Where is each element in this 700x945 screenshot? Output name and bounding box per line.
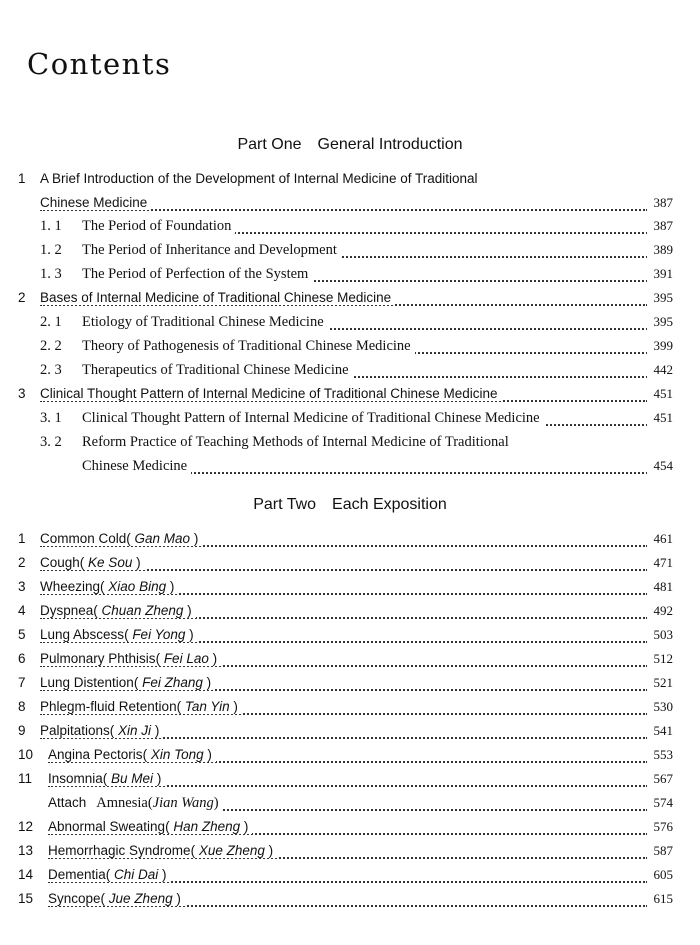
part-one-heading [0, 136, 700, 154]
entry-number: 2 [18, 555, 26, 570]
entry-title[interactable]: Dyspnea( Chuan Zheng ) [40, 603, 196, 618]
page-number[interactable]: 461 [647, 531, 673, 547]
entry-title[interactable]: Bases of Internal Medicine of Traditional Chinese Medicine [40, 290, 395, 305]
entry-title[interactable]: Pulmonary Phthisis( Fei Lao ) [40, 651, 221, 666]
entry-number: 5 [18, 627, 26, 642]
entry-number: 10 [18, 747, 34, 762]
entry-number: 6 [18, 651, 26, 666]
entry-number: 2. 2 [40, 338, 62, 354]
entry-number: 2 [18, 290, 26, 305]
toc-entry[interactable] [0, 579, 700, 601]
toc-entry[interactable] [0, 843, 700, 865]
entry-name: Syncope [48, 891, 101, 906]
toc-entry[interactable] [0, 819, 700, 841]
toc-entry[interactable] [0, 218, 700, 240]
page-number[interactable]: 492 [647, 603, 673, 619]
entry-name: Amnesia [96, 795, 148, 811]
page-number[interactable]: 553 [647, 747, 673, 763]
part-one-label: Part One [237, 136, 302, 153]
part-one-title: General Introduction [317, 136, 463, 153]
entry-pinyin: Han Zheng [173, 819, 241, 834]
entry-name: Dyspnea [40, 603, 94, 618]
toc-entry-line [0, 171, 700, 193]
page-number[interactable]: 587 [647, 843, 673, 859]
entry-number: 1 [18, 171, 26, 186]
part-two-heading [0, 496, 700, 514]
entry-pinyin: Xin Tong [150, 747, 204, 762]
entry-name: Pulmonary Phthisis [40, 651, 156, 666]
entry-number: 3. 1 [40, 410, 62, 426]
page-number[interactable]: 512 [647, 651, 673, 667]
entry-pinyin: Jian Wang [152, 795, 214, 811]
page-number[interactable]: 471 [647, 555, 673, 571]
entry-name: Lung Distention [40, 675, 134, 690]
entry-name: Angina Pectoris [48, 747, 143, 762]
toc-entry-line [0, 434, 700, 456]
entry-title[interactable]: Hemorrhagic Syndrome( Xue Zheng ) [48, 843, 277, 858]
entry-name: Phlegm-fluid Retention [40, 699, 177, 714]
entry-title[interactable]: Clinical Thought Pattern of Internal Medicine of Traditional Chinese Medicine [40, 386, 502, 401]
entry-pinyin: Ke Sou [88, 555, 133, 570]
entry-number: 2. 3 [40, 362, 62, 378]
entry-number: 13 [18, 843, 34, 858]
toc-entry[interactable] [0, 362, 700, 384]
page-title: Contents [27, 47, 172, 82]
part-two-title: Each Exposition [332, 496, 447, 513]
page-number[interactable]: 574 [647, 795, 673, 811]
entry-pinyin: Xue Zheng [198, 843, 265, 858]
page-number[interactable]: 389 [647, 242, 673, 258]
entry-name: Common Cold [40, 531, 127, 546]
entry-pinyin: Fei Yong [132, 627, 186, 642]
entry-pinyin: Bu Mei [111, 771, 154, 786]
entry-title[interactable]: Angina Pectoris( Xin Tong ) [48, 747, 216, 762]
page-number[interactable]: 576 [647, 819, 673, 835]
page-number[interactable]: 541 [647, 723, 673, 739]
entry-title[interactable]: Theory of Pathogenesis of Traditional Chinese Medicine [82, 338, 415, 355]
entry-pinyin: Gan Mao [134, 531, 191, 546]
entry-name: Lung Abscess [40, 627, 125, 642]
entry-title[interactable]: Dementia( Chi Dai ) [48, 867, 171, 882]
entry-name: Abnormal Sweating [48, 819, 166, 834]
entry-name: Cough [40, 555, 80, 570]
toc-entry[interactable] [0, 314, 700, 336]
entry-title[interactable]: Insomnia( Bu Mei ) [48, 771, 165, 786]
toc-entry[interactable] [0, 458, 700, 480]
page-number[interactable]: 451 [647, 410, 673, 426]
toc-entry[interactable] [0, 386, 700, 408]
entry-title[interactable]: Chinese Medicine [82, 458, 191, 475]
entry-title[interactable]: Chinese Medicine [40, 195, 151, 210]
entry-name: Insomnia [48, 771, 103, 786]
page-number[interactable]: 442 [647, 362, 673, 378]
toc-entry[interactable] [0, 531, 700, 553]
entry-number: 7 [18, 675, 26, 690]
entry-pinyin: Xin Ji [118, 723, 152, 738]
entry-number: 3 [18, 386, 26, 401]
page-number[interactable]: 605 [647, 867, 673, 883]
entry-title[interactable]: Syncope( Jue Zheng ) [48, 891, 185, 906]
entry-name: Palpitations [40, 723, 110, 738]
entry-title[interactable]: Abnormal Sweating( Han Zheng ) [48, 819, 252, 834]
entry-number: 11 [18, 771, 33, 786]
page-number[interactable]: 395 [647, 290, 673, 306]
entry-title[interactable]: Cough( Ke Sou ) [40, 555, 145, 570]
entry-name: Hemorrhagic Syndrome [48, 843, 191, 858]
toc-entry[interactable] [0, 266, 700, 288]
toc-entry[interactable] [0, 675, 700, 697]
entry-pinyin: Fei Zhang [142, 675, 203, 690]
entry-pinyin: Chuan Zheng [101, 603, 184, 618]
entry-pinyin: Chi Dai [114, 867, 159, 882]
toc-entry[interactable] [0, 410, 700, 432]
attach-prefix: Attach [48, 795, 87, 810]
entry-number: 14 [18, 867, 34, 882]
page-number[interactable]: 391 [647, 266, 673, 282]
entry-title[interactable]: Attach Amnesia(Jian Wang) [48, 795, 223, 812]
page-number[interactable]: 399 [647, 338, 673, 354]
toc-entry[interactable] [0, 747, 700, 769]
entry-pinyin: Fei Lao [163, 651, 209, 666]
entry-name: Wheezing [40, 579, 101, 594]
page-number[interactable]: 521 [647, 675, 673, 691]
page-number[interactable]: 481 [647, 579, 673, 595]
entry-number: 4 [18, 603, 26, 618]
toc-entry[interactable] [0, 290, 700, 312]
entry-pinyin: Tan Yin [184, 699, 230, 714]
toc-entry[interactable] [0, 651, 700, 673]
entry-title[interactable]: Clinical Thought Pattern of Internal Medicine of Traditional Chinese Medicine [82, 410, 544, 427]
toc-entry[interactable] [0, 867, 700, 889]
entry-number: 1. 1 [40, 218, 62, 234]
entry-number: 2. 1 [40, 314, 62, 330]
toc-entry[interactable] [0, 699, 700, 721]
entry-title[interactable]: Palpitations( Xin Ji ) [40, 723, 163, 738]
page-number[interactable]: 530 [647, 699, 673, 715]
page-number[interactable]: 387 [647, 195, 673, 211]
entry-number: 3 [18, 579, 26, 594]
entry-title[interactable]: The Period of Perfection of the System [82, 266, 312, 283]
toc-entry[interactable] [0, 891, 700, 913]
toc-entry[interactable] [0, 795, 700, 817]
toc-entry[interactable] [0, 555, 700, 577]
entry-title[interactable]: Etiology of Traditional Chinese Medicine [82, 314, 328, 331]
toc-entry[interactable] [0, 195, 700, 217]
entry-title-line1: A Brief Introduction of the Development of Internal Medicine of Traditional [40, 171, 482, 186]
entry-title[interactable]: The Period of Inheritance and Development [82, 242, 341, 259]
entry-name: Dementia [48, 867, 106, 882]
entry-title[interactable]: The Period of Foundation [82, 218, 235, 235]
entry-pinyin: Xiao Bing [108, 579, 167, 594]
entry-title-line1: Reform Practice of Teaching Methods of Internal Medicine of Traditional [82, 434, 513, 451]
toc-entry[interactable] [0, 627, 700, 649]
entry-title[interactable]: Therapeutics of Traditional Chinese Medicine [82, 362, 353, 379]
entry-number: 3. 2 [40, 434, 62, 450]
page-number[interactable]: 454 [647, 458, 673, 474]
entry-number: 9 [18, 723, 26, 738]
page-number[interactable]: 387 [647, 218, 673, 234]
page-number[interactable]: 451 [647, 386, 673, 402]
entry-number: 1. 3 [40, 266, 62, 282]
entry-number: 15 [18, 891, 34, 906]
page-number[interactable]: 503 [647, 627, 673, 643]
toc-entry[interactable] [0, 242, 700, 264]
page-number[interactable]: 567 [647, 771, 673, 787]
entry-title[interactable]: Phlegm-fluid Retention( Tan Yin ) [40, 699, 242, 714]
page-number[interactable]: 395 [647, 314, 673, 330]
toc-entry[interactable] [0, 338, 700, 360]
part-two-label: Part Two [253, 496, 317, 513]
entry-number: 1. 2 [40, 242, 62, 258]
entry-title[interactable]: Lung Distention( Fei Zhang ) [40, 675, 215, 690]
entry-title[interactable]: Common Cold( Gan Mao ) [40, 531, 202, 546]
entry-number: 12 [18, 819, 34, 834]
entry-pinyin: Jue Zheng [108, 891, 173, 906]
entry-number: 1 [18, 531, 26, 546]
entry-number: 8 [18, 699, 26, 714]
toc-entry[interactable] [0, 603, 700, 625]
page-number[interactable]: 615 [647, 891, 673, 907]
toc-entry[interactable] [0, 771, 700, 793]
entry-title[interactable]: Wheezing( Xiao Bing ) [40, 579, 178, 594]
entry-title[interactable]: Lung Abscess( Fei Yong ) [40, 627, 198, 642]
toc-entry[interactable] [0, 723, 700, 745]
